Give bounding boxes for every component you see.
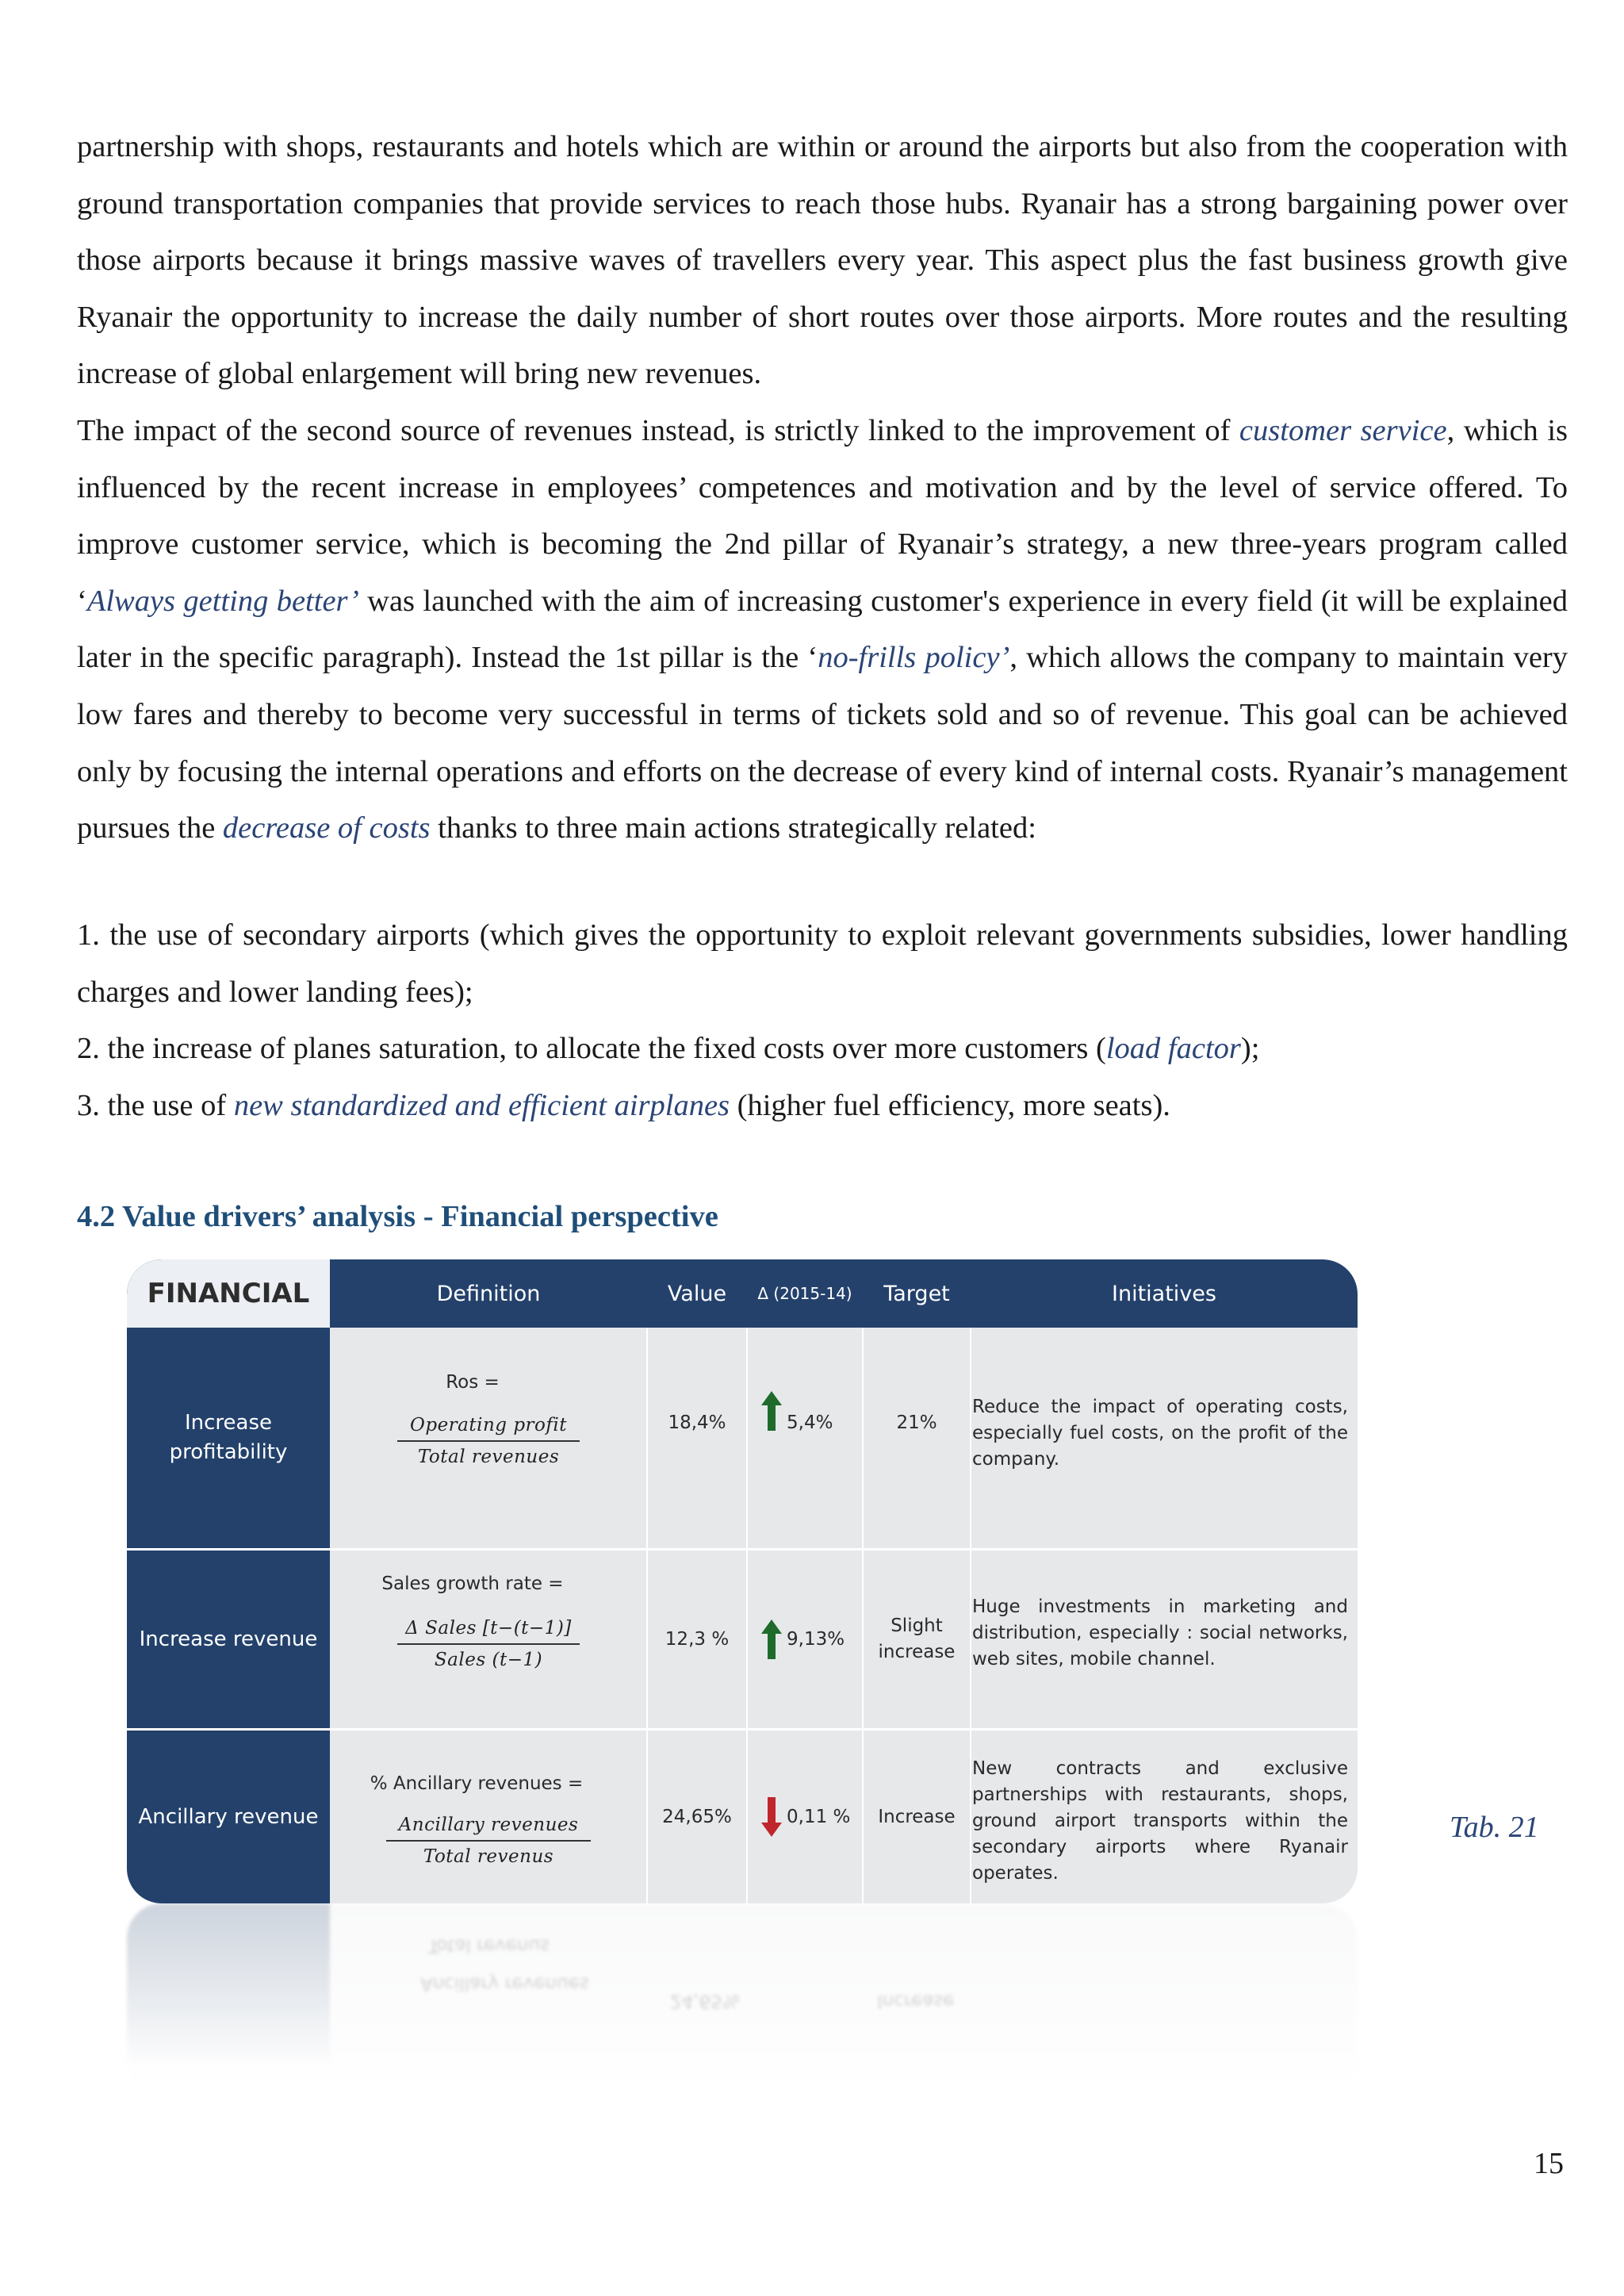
table-reflection [127, 1903, 1358, 2086]
fraction-bar [386, 1840, 591, 1842]
list-item: 1. the use of secondary airports (which gives the opportunity to exploit relevant governments subsidies, lower handling charges and lower landing fees); [77, 918, 1568, 1009]
fraction-bar [397, 1643, 580, 1645]
emphasis-no-frills-policy: no-frills policy’ [818, 641, 1010, 675]
delta-cell: 9,13% [787, 1629, 845, 1650]
table-corner-label: FINANCIAL [127, 1259, 330, 1328]
definition-cell [330, 1773, 647, 1794]
list-item-2-end: ); [1240, 1032, 1260, 1066]
formula-denominator: Total revenus [423, 1846, 554, 1867]
reflection-text: Total revenus [428, 1935, 550, 1956]
list-item-3-end: (higher fuel efficiency, more seats). [730, 1088, 1170, 1122]
financial-table [127, 1259, 1358, 1903]
action-list [77, 907, 1568, 1134]
target-cell [863, 1550, 971, 1728]
formula-numerator: Δ Sales [t−(t−1)] [405, 1618, 572, 1639]
paragraph-1: partnership with shops, restaurants and hotels which are within or around the airports but also from the cooperation with ground transportation companies that provide services to reach those hubs. Ryanair has a strong bargaining power over those airports because it brings massive waves of travellers every year. This aspect plus the fast business growth give Ryanair the opportunity to increase the daily number of short routes over those airports. More routes and the resulting increase of global enlargement will bring new revenues. [77, 130, 1568, 391]
definition-formula [330, 1415, 647, 1467]
column-header-target: Target [883, 1281, 950, 1306]
definition-cell [330, 1573, 647, 1594]
emphasis-customer-service: customer service [1239, 413, 1447, 447]
list-item [77, 1021, 1568, 1078]
target-text: Slight increase [878, 1616, 956, 1662]
formula-denominator: Sales (t−1) [434, 1650, 543, 1670]
formula-numerator: Operating profit [409, 1415, 568, 1435]
definition-cell [330, 1372, 647, 1393]
definition-formula [330, 1815, 647, 1867]
arrow-up-icon [761, 1391, 782, 1431]
emphasis-decrease-of-costs: decrease of costs [222, 811, 431, 845]
p2-text-4: , which allows the company to maintain very low fares and thereby to become very successful in terms of tickets sold and so of revenue. This goal can be achieved only by focusing the internal operations and efforts on the decrease of every kind of internal costs. Ryanair’s management pursues the [77, 641, 1568, 845]
formula-numerator: Ancillary revenues [398, 1815, 579, 1835]
p2-text-1: The impact of the second source of revenues instead, is strictly linked to the improvement of [77, 413, 1239, 447]
reflection-text: Increase [877, 1991, 955, 2011]
target-cell: Increase [878, 1807, 956, 1827]
row-head-revenue: Increase revenue [127, 1550, 330, 1728]
reflection-row-head [127, 1903, 330, 2086]
row-head-ancillary: Ancillary revenue [127, 1731, 330, 1903]
p2-text-2: , which is influenced by the recent increase in employees’ competences and motivation and by the level of service offered. To improve customer service, which is becoming the 2nd pillar of Ryanair’s strategy, a new three-years program called ‘ [77, 413, 1568, 618]
table-body [127, 1328, 1358, 1903]
delta-cell: 5,4% [787, 1412, 833, 1433]
emphasis-always-getting-better: Always getting better’ [86, 584, 359, 618]
initiatives-cell: Huge investments in marketing and distribution, especially : social networks, web sites, mobile channel. [972, 1596, 1348, 1669]
initiatives-cell: New contracts and exclusive partnerships with restaurants, shops, ground airport transports within the secondary airports where Ryanair operates. [972, 1758, 1348, 1884]
p2-text-5: thanks to three main actions strategically related: [430, 811, 1036, 845]
delta-cell: 0,11 % [787, 1807, 851, 1827]
arrow-down-icon [761, 1797, 782, 1837]
body-text [77, 119, 1568, 857]
definition-label: Ros = [446, 1372, 500, 1393]
value-cell: 12,3 % [665, 1629, 730, 1650]
list-item-2-text: 2. the increase of planes saturation, to allocate the fixed costs over more customers ( [77, 1032, 1106, 1066]
emphasis-load-factor: load factor [1105, 1032, 1241, 1066]
emphasis-new-airplanes: new standardized and efficient airplanes [233, 1088, 730, 1122]
value-cell: 24,65% [662, 1807, 732, 1827]
row-head-profitability: Increase profitability [127, 1328, 330, 1548]
reflection-text: 24,65% [670, 1991, 740, 2011]
column-header-definition: Definition [436, 1281, 541, 1306]
target-cell: 21% [896, 1412, 937, 1433]
p2-text-3: was launched with the aim of increasing customer's experience in every field (it will be explained later in the specific paragraph). Instead the 1st pillar is the ‘ [77, 584, 1568, 675]
page-number: 15 [1534, 2147, 1564, 2180]
definition-label: % Ancillary revenues = [370, 1773, 584, 1794]
initiatives-cell: Reduce the impact of operating costs, especially fuel costs, on the profit of the company. [972, 1397, 1348, 1470]
column-header-initiatives: Initiatives [1112, 1281, 1216, 1306]
section-heading: 4.2 Value drivers’ analysis - Financial perspective [77, 1200, 718, 1233]
paragraph-2 [77, 403, 1568, 857]
table-header [127, 1259, 1358, 1328]
reflection-text: Ancillary revenues [420, 1973, 589, 1994]
column-header-value: Value [667, 1281, 727, 1306]
value-cell: 18,4% [668, 1412, 726, 1433]
definition-label: Sales growth rate = [381, 1573, 564, 1594]
list-item-3-text: 3. the use of [77, 1088, 234, 1122]
column-header-delta: Δ (2015-14) [757, 1284, 852, 1303]
formula-denominator: Total revenues [417, 1447, 560, 1467]
fraction-bar [397, 1440, 580, 1442]
table-caption: Tab. 21 [1450, 1811, 1539, 1844]
definition-formula [330, 1618, 647, 1670]
arrow-up-icon [761, 1619, 782, 1659]
list-item [77, 1078, 1568, 1135]
